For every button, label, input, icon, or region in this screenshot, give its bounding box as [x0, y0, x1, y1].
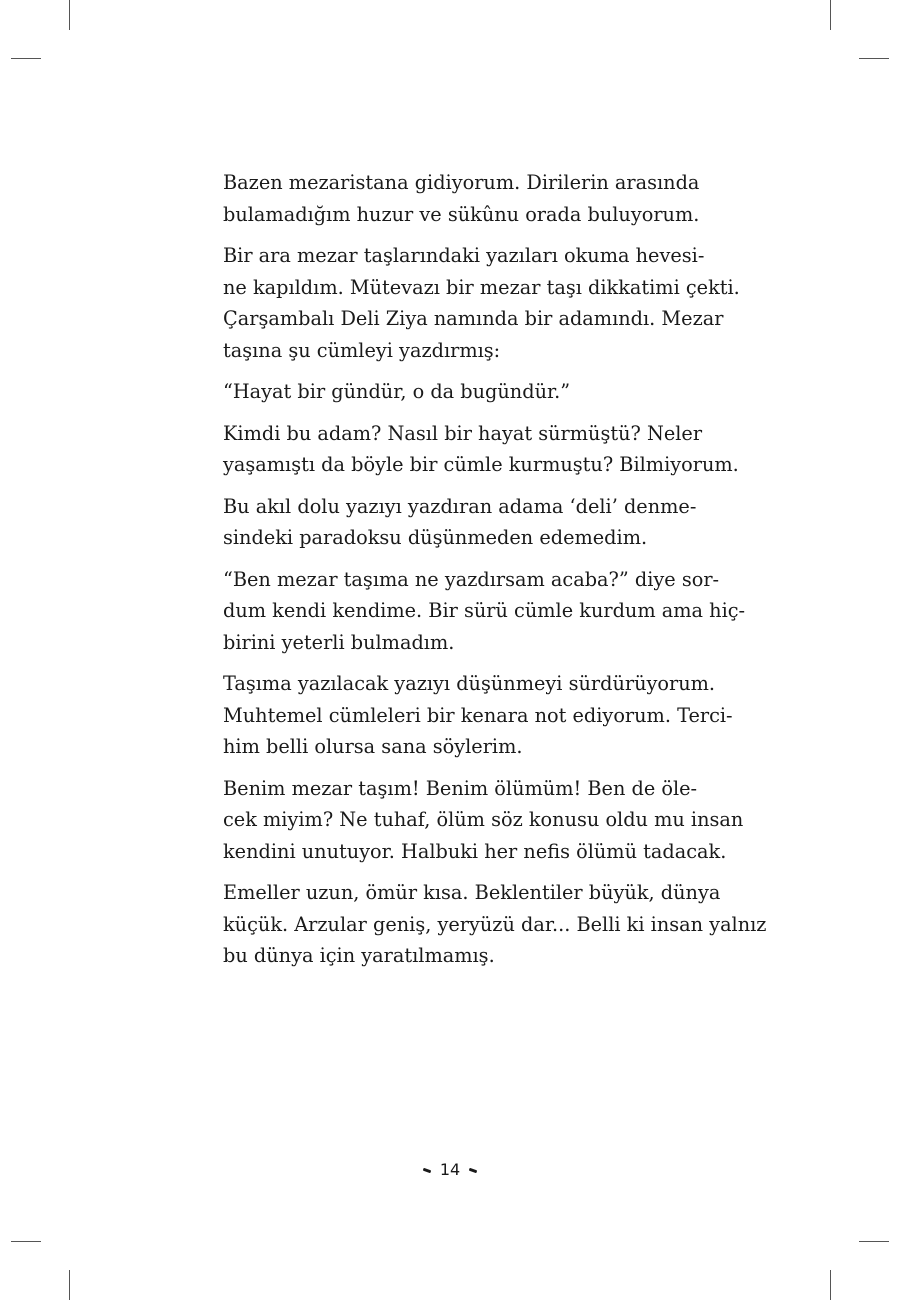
crop-mark — [859, 1241, 889, 1242]
text-line: Muhtemel cümleleri bir kenara not ediyorum. Terci- — [223, 703, 733, 727]
crop-mark — [11, 1241, 41, 1242]
text-line: Kimdi bu adam? Nasıl bir hayat sürmüştü? Neler — [223, 421, 703, 445]
text-line: Bazen mezaristana gidiyorum. Dirilerin arasında — [223, 171, 700, 194]
paragraph — [194, 668, 733, 763]
text-line: sindeki paradoksu düşünmeden edemedim. — [223, 526, 648, 549]
paragraph — [194, 564, 746, 659]
text-line: birini yeterli bulmadım. — [223, 630, 455, 654]
body-text — [194, 167, 767, 982]
text-line: him belli olursa sana söylerim. — [223, 735, 523, 758]
text-line: cek miyim? Ne tuhaf, ölüm söz konusu oldu mu insan — [223, 808, 744, 831]
text-line: küçük. Arzular geniş, yeryüzü dar... Belli ki insan yalnız — [223, 912, 767, 936]
page-footer — [0, 1160, 900, 1179]
text-line: taşına şu cümleyi yazdırmış: — [223, 338, 501, 362]
text-line: dum kendi kendime. Bir sürü cümle kurdum ama hiç- — [223, 599, 746, 622]
text-line: bu dünya için yaratılmamış. — [223, 944, 495, 967]
page-number: 14 — [439, 1160, 461, 1179]
right-ornament — [469, 1168, 478, 1174]
paragraph — [194, 167, 700, 230]
paragraph — [194, 773, 744, 868]
crop-mark — [859, 58, 889, 59]
crop-mark — [830, 1270, 831, 1300]
paragraph — [194, 240, 740, 366]
text-line: bulamadığım huzur ve sükûnu orada buluyorum. — [223, 202, 700, 226]
paragraph — [194, 491, 697, 554]
crop-mark — [69, 0, 70, 30]
paragraph — [194, 376, 691, 408]
crop-mark — [11, 58, 41, 59]
crop-mark — [69, 1270, 70, 1300]
text-line: yaşamıştı da böyle bir cümle kurmuştu? Bilmiyorum. — [223, 453, 739, 476]
text-line: Bir ara mezar taşlarındaki yazıları okuma hevesi- — [223, 244, 705, 267]
text-line: “Hayat bir gündür, o da bugündür.” — [223, 380, 571, 403]
crop-mark — [830, 0, 831, 30]
text-line: kendini unutuyor. Halbuki her nefis ölümü tadacak. — [223, 839, 727, 863]
text-line: Emeller uzun, ömür kısa. Beklentiler büyük, dünya — [223, 881, 721, 904]
paragraph — [194, 877, 767, 972]
paragraph — [194, 418, 739, 481]
text-line: Taşıma yazılacak yazıyı düşünmeyi sürdürüyorum. — [223, 672, 716, 695]
text-line: ne kapıldım. Mütevazı bir mezar taşı dikkatimi çekti. — [223, 275, 740, 299]
text-line: Bu akıl dolu yazıyı yazdıran adama ‘deli’ denme- — [223, 494, 697, 518]
left-ornament — [423, 1168, 432, 1174]
text-line: Benim mezar taşım! Benim ölümüm! Ben de öle- — [223, 776, 698, 800]
text-line: Çarşambalı Deli Ziya namında bir adamındı. Mezar — [223, 307, 724, 330]
text-line: “Ben mezar taşıma ne yazdırsam acaba?” diye sor- — [223, 567, 720, 591]
